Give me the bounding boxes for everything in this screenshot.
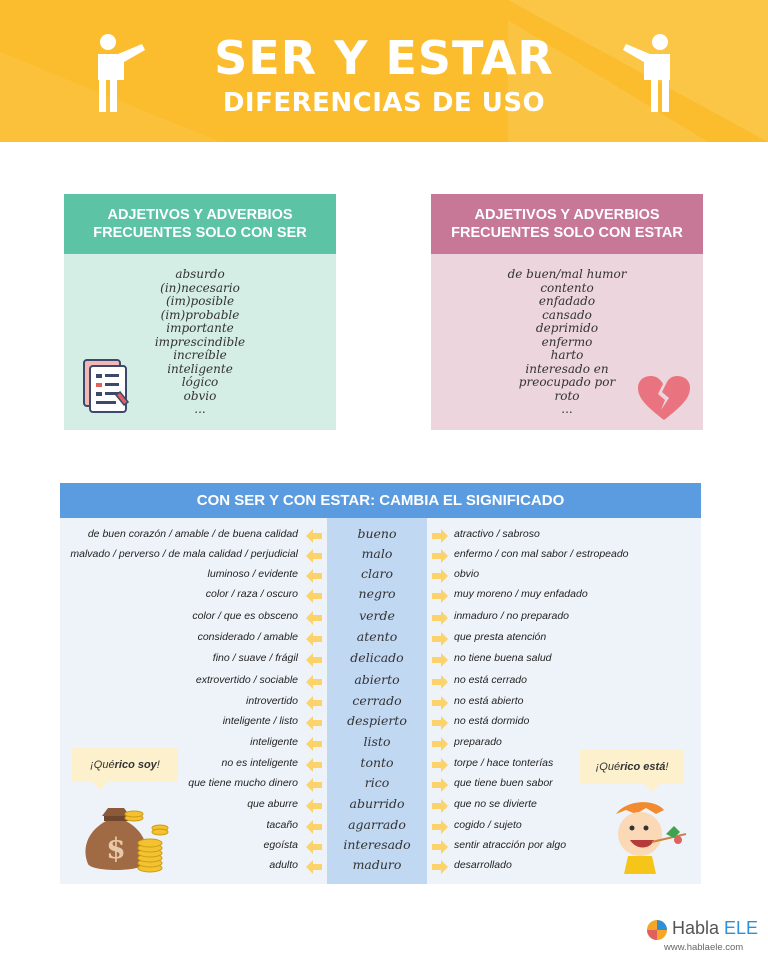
list-item: roto [554,388,580,403]
ser-meaning: que tiene mucho dinero [188,777,298,789]
arrow-left-icon [306,529,322,543]
arrow-right-icon [432,611,448,625]
table-row [0,713,768,733]
adjective: tonto [360,755,394,770]
arrow-left-icon [306,611,322,625]
arrow-left-icon [306,778,322,792]
eating-character-icon [606,800,692,876]
list-item: (in)necesario [160,280,240,295]
arrow-right-icon [432,758,448,772]
estar-box-heading: ADJETIVOS Y ADVERBIOS FRECUENTES SOLO CON ESTAR [431,194,703,254]
arrow-right-icon [432,589,448,603]
arrow-right-icon [432,569,448,583]
adjective: bueno [357,526,397,541]
ser-meaning: color / raza / oscuro [205,588,298,600]
arrow-right-icon [432,778,448,792]
list-item: importante [166,321,234,335]
money-bag-icon [80,806,170,874]
list-item: ... [194,402,206,416]
table-row [0,629,768,649]
arrow-left-icon [306,716,322,730]
list-item: absurdo [175,267,225,281]
ser-meaning: introvertido [246,695,298,707]
estar-meaning: que tiene buen sabor [454,777,553,789]
arrow-left-icon [306,799,322,813]
list-item: imprescindible [154,334,246,349]
adjective: claro [361,566,393,581]
table-row [0,672,768,692]
estar-meaning: no está abierto [454,695,524,707]
ser-meaning: egoísta [263,839,298,851]
table-row [0,586,768,606]
adjective: despierto [347,713,407,728]
arrow-left-icon [306,758,322,772]
ser-meaning: que aburre [247,798,298,810]
ser-meaning: color / que es obsceno [192,610,298,622]
arrow-right-icon [432,820,448,834]
bubble-bold-text: rico soy [114,759,157,771]
list-item: inteligente [167,361,233,376]
bubble-bold-text: rico está [620,761,666,773]
adjective: verde [359,608,395,623]
list-item: (im)probable [160,307,240,322]
list-item: increíble [173,348,227,362]
list-item: (im)posible [165,294,235,308]
list-item: preocupado por [518,375,616,389]
arrow-left-icon [306,820,322,834]
estar-meaning: atractivo / sabroso [454,528,540,540]
adjective: interesado [343,837,411,852]
adjective: maduro [352,857,402,872]
table-row [0,693,768,713]
estar-meaning: desarrollado [454,859,512,871]
estar-meaning: cogido / sujeto [454,819,522,831]
estar-meaning: no tiene buena salud [454,652,552,664]
arrow-left-icon [306,589,322,603]
bubble-text: ! [665,761,669,773]
estar-meaning: obvio [454,568,480,580]
arrow-right-icon [432,549,448,563]
arrow-left-icon [306,860,322,874]
arrow-right-icon [432,799,448,813]
estar-meaning: enfermo / con mal sabor / estropeado [454,548,629,560]
bubble-text: ¡Qué [90,759,115,771]
estar-meaning: preparado [454,736,502,748]
document-icon [80,354,130,416]
adjective: listo [363,734,391,749]
adjective: delicado [350,650,404,665]
ser-meaning: no es inteligente [221,757,298,769]
ser-meaning: extrovertido / sociable [195,674,298,686]
estar-meaning: no está dormido [454,715,530,727]
arrow-left-icon [306,840,322,854]
ser-meaning: malvado / perverso / de mala calidad / perjudicial [70,548,298,560]
list-item: lógico [181,375,219,389]
logo-name [672,918,758,939]
table-row [0,566,768,586]
arrow-right-icon [432,632,448,646]
table-row [0,546,768,566]
list-item: cansado [542,307,592,322]
ser-box-heading: ADJETIVOS Y ADVERBIOS FRECUENTES SOLO CON SER [64,194,336,254]
broken-heart-icon [636,374,692,422]
arrow-left-icon [306,696,322,710]
estar-meaning: inmaduro / no preparado [454,610,569,622]
adjective: aburrido [349,796,405,811]
estar-meaning: que no se divierte [454,798,537,810]
page-subtitle: DIFERENCIAS DE USO [222,88,546,118]
page-title: SER Y ESTAR [214,31,554,85]
estar-meaning: muy moreno / muy enfadado [454,588,588,600]
arrow-right-icon [432,675,448,689]
ser-meaning: considerado / amable [197,631,298,643]
adjective: atento [356,629,398,644]
table-heading: CON SER Y CON ESTAR: CAMBIA EL SIGNIFICADO [60,483,701,518]
ser-meaning: tacaño [266,819,298,831]
svg-text:$: $ [106,832,126,865]
arrow-left-icon [306,549,322,563]
speech-bubble-rico-esta [580,750,684,784]
estar-meaning: torpe / hace tonterías [454,757,554,769]
ser-only-box [64,194,336,430]
speech-bubble-rico-soy [72,748,178,782]
adjective: malo [361,546,393,561]
table-row [0,650,768,670]
arrow-left-icon [306,569,322,583]
estar-only-box [431,194,703,430]
ser-meaning: inteligente / listo [222,715,298,727]
arrow-right-icon [432,529,448,543]
arrow-left-icon [306,675,322,689]
arrow-left-icon [306,653,322,667]
arrow-left-icon [306,737,322,751]
arrow-left-icon [306,632,322,646]
logo-url[interactable]: www.hablaele.com [664,942,744,953]
list-item: obvio [183,388,217,403]
adjective: negro [358,586,396,601]
arrow-right-icon [432,737,448,751]
logo-name-accent: ELE [724,918,759,938]
adjective: abierto [354,672,400,687]
arrow-right-icon [432,840,448,854]
arrow-right-icon [432,653,448,667]
arrow-right-icon [432,716,448,730]
estar-meaning: que presta atención [454,631,547,643]
header-banner [0,0,768,142]
list-item: enfadado [538,294,596,308]
ser-meaning: adulto [269,859,298,871]
globe-logo-icon [646,919,668,941]
estar-meaning: sentir atracción por algo [454,839,567,851]
bubble-text: ! [156,759,160,771]
ser-meaning: fino / suave / frágil [212,652,298,664]
list-item: ... [561,402,573,416]
adjective: rico [364,775,390,790]
bubble-text: ¡Qué [595,761,621,773]
hablaele-logo[interactable] [646,917,759,957]
ser-meaning: inteligente [250,736,298,748]
arrow-right-icon [432,860,448,874]
table-row [0,608,768,628]
estar-meaning: no está cerrado [454,674,527,686]
adjective: agarrado [348,817,406,832]
list-item: harto [550,348,584,362]
arrow-right-icon [432,696,448,710]
table-row [0,526,768,546]
list-item: enfermo [541,334,593,349]
list-item: interesado en [525,361,609,376]
ser-meaning: luminoso / evidente [207,568,298,580]
logo-name-main: Habla [672,918,725,938]
adjective: cerrado [352,693,402,708]
ser-meaning: de buen corazón / amable / de buena calidad [87,528,298,540]
list-item: de buen/mal humor [507,267,627,281]
list-item: deprimido [535,321,599,335]
list-item: contento [540,280,594,295]
